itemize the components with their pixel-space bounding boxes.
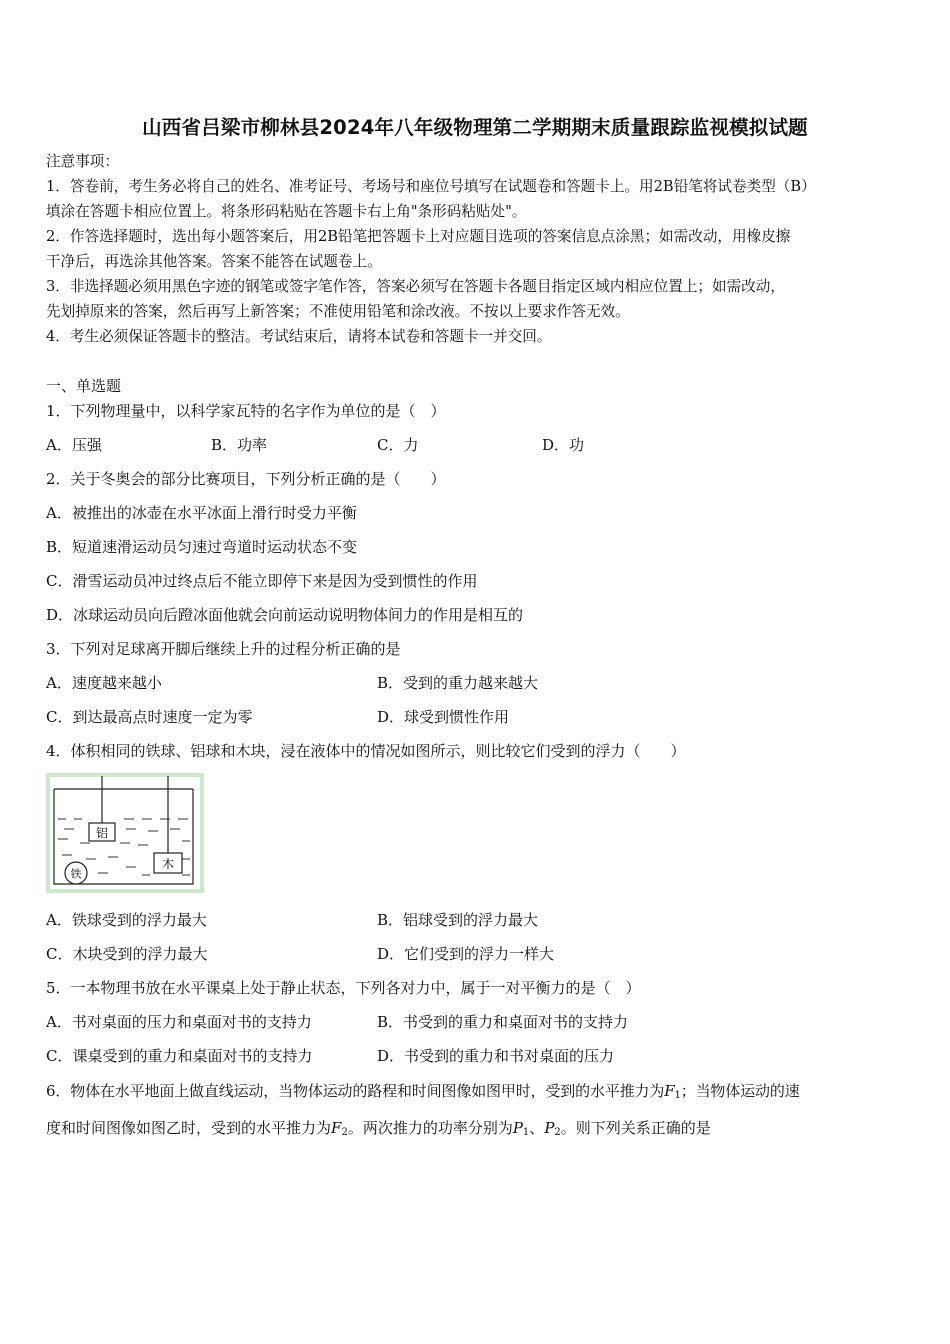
q3-option-b: B．受到的重力越来越大: [377, 674, 539, 692]
q2-option-c: C．滑雪运动员冲过终点后不能立即停下来是因为受到惯性的作用: [46, 572, 478, 590]
notice-line-7: 4．考生必须保证答题卡的整洁。考试结束后，请将本试卷和答题卡一并交回。: [46, 328, 552, 345]
q1-option-c: C．力: [377, 436, 419, 454]
q2-option-b: B．短道速滑运动员匀速过弯道时运动状态不变: [46, 538, 358, 556]
q3-option-a: A．速度越来越小: [46, 674, 162, 692]
q5-option-a: A．书对桌面的压力和桌面对书的支持力: [46, 1013, 312, 1031]
page-title: 山西省吕梁市柳林县2024年八年级物理第二学期期末质量跟踪监视模拟试题: [142, 116, 808, 139]
q2-option-a: A．被推出的冰壶在水平冰面上滑行时受力平衡: [46, 504, 357, 522]
q4-stem: 4．体积相同的铁球、铝球和木块，浸在液体中的情况如图所示，则比较它们受到的浮力（ ）: [46, 742, 686, 760]
notice-line-1: 1．答卷前，考生务必将自己的姓名、准考证号、考场号和座位号填写在试题卷和答题卡上。用2B铅笔将试卷类型（B）: [46, 178, 816, 195]
q4-option-d: D．它们受到的浮力一样大: [377, 945, 555, 963]
q6-f2-subscript: 2: [341, 1127, 348, 1138]
q6-text-2b: 。两次推力的功率分别为: [347, 1119, 513, 1137]
notice-heading: 注意事项：: [46, 153, 119, 170]
q6-text-1a: 6．物体在水平地面上做直线运动，当物体运动的路程和时间图像如图甲时，受到的水平推力为: [46, 1082, 665, 1100]
q6-p1-subscript: 1: [522, 1127, 530, 1138]
q2-option-d: D．冰球运动员向后蹬冰面他就会向前运动说明物体间力的作用是相互的: [46, 606, 524, 624]
q6-line-2: [46, 1118, 711, 1143]
q5-option-b: B．书受到的重力和桌面对书的支持力: [377, 1013, 629, 1031]
q6-text-2c: 。则下列关系正确的是: [560, 1119, 711, 1137]
q6-separator: 、: [529, 1119, 545, 1137]
q6-f1-subscript: 1: [674, 1090, 681, 1101]
q4-buoyancy-figure: [46, 773, 204, 893]
q6-f1-symbol: F: [664, 1082, 675, 1100]
notice-line-3: 2．作答选择题时，选出每小题答案后，用2B铅笔把答题卡上对应题目选项的答案信息点涂黑；如需改动，用橡皮擦: [46, 228, 791, 245]
q4-option-a: A．铁球受到的浮力最大: [46, 911, 207, 929]
q3-option-c: C．到达最高点时速度一定为零: [46, 708, 253, 726]
notice-line-2: 填涂在答题卡相应位置上。将条形码粘贴在答题卡右上角"条形码粘贴处"。: [46, 203, 527, 220]
q4-option-b: B．铝球受到的浮力最大: [377, 911, 539, 929]
notice-line-5: 3．非选择题必须用黑色字迹的钢笔或签字笔作答，答案必须写在答题卡各题目指定区域内相应位置上；如需改动，: [46, 278, 785, 295]
q6-p1-symbol: P: [512, 1119, 523, 1137]
notice-line-4: 干净后，再选涂其他答案。答案不能答在试题卷上。: [46, 253, 382, 270]
q6-p2-symbol: P: [544, 1119, 555, 1137]
q1-option-d: D．功: [542, 436, 585, 454]
q6-p2-subscript: 2: [554, 1127, 561, 1138]
iron-label: 铁: [70, 867, 82, 881]
q2-stem: 2．关于冬奥会的部分比赛项目，下列分析正确的是（ ）: [46, 470, 446, 488]
q4-option-c: C．木块受到的浮力最大: [46, 945, 208, 963]
q5-stem: 5．一本物理书放在水平课桌上处于静止状态，下列各对力中，属于一对平衡力的是（ ）: [46, 979, 641, 997]
q3-stem: 3．下列对足球离开脚后继续上升的过程分析正确的是: [46, 640, 401, 658]
aluminum-label: 铝: [95, 826, 109, 840]
q6-text-1b: ；当物体运动的速: [680, 1082, 800, 1100]
q6-line-1: [46, 1081, 800, 1106]
q3-option-d: D．球受到惯性作用: [377, 708, 510, 726]
q5-option-c: C．课桌受到的重力和桌面对书的支持力: [46, 1047, 313, 1065]
q1-option-a: A．压强: [46, 436, 102, 454]
q6-text-2a: 度和时间图像如图乙时，受到的水平推力为: [46, 1119, 332, 1137]
q6-f2-symbol: F: [331, 1119, 342, 1137]
q1-stem: 1．下列物理量中，以科学家瓦特的名字作为单位的是（ ）: [46, 402, 446, 420]
wood-label: 木: [161, 857, 175, 871]
q1-option-b: B．功率: [211, 436, 268, 454]
q5-option-d: D．书受到的重力和书对桌面的压力: [377, 1047, 615, 1065]
section-heading: 一、单选题: [46, 377, 122, 395]
notice-line-6: 先划掉原来的答案，然后再写上新答案；不准使用铅笔和涂改液。不按以上要求作答无效。: [46, 303, 630, 320]
